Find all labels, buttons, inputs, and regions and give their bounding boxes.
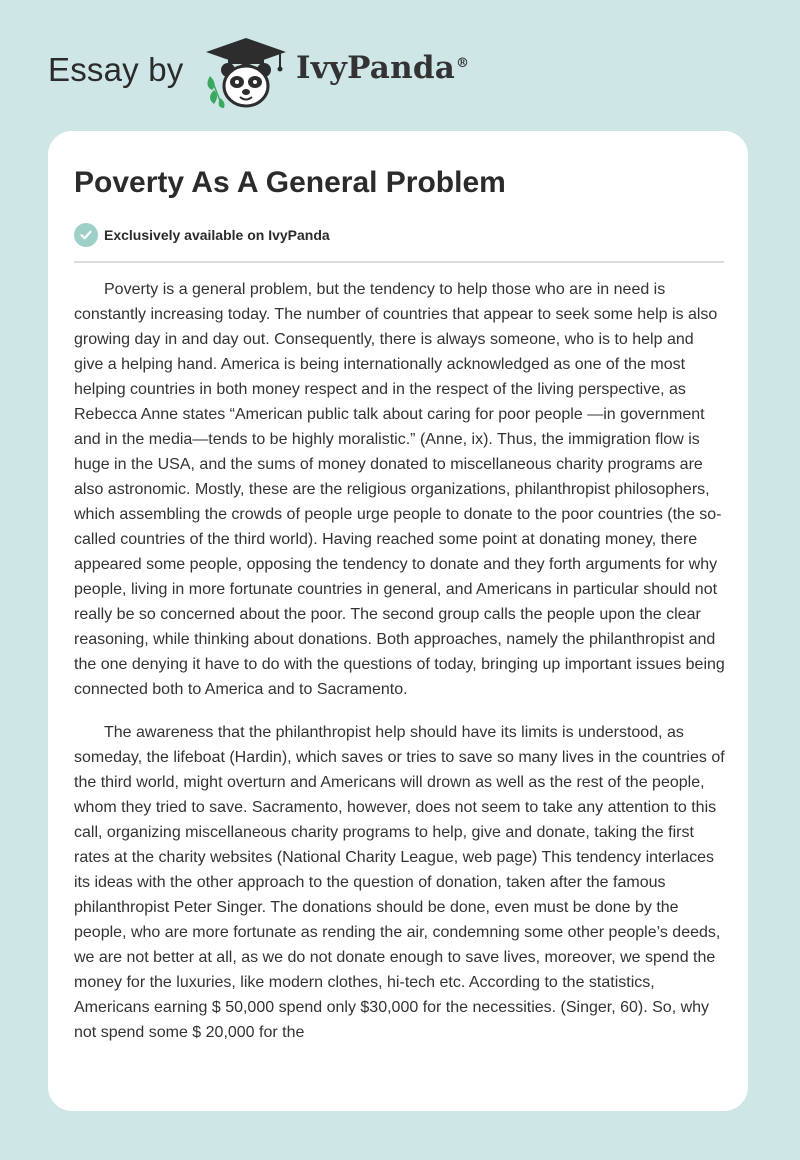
brand-name-text: IvyPanda xyxy=(296,50,455,86)
essay-paragraph: Poverty is a general problem, but the tendency to help those who are in need is constantly increasing today. The number of countries that appear to seek some help is also growing day in and day out. Consequently, there is always someone, who is to help and give a helping hand. America is being internationally acknowledged as one of the most helping countries in both money respect and in the respect of the living perspective, as Rebecca Anne states “American public talk about caring for poor people —in government and in the media—tends to be highly moralistic.” (Anne, ix). Thus, the immigration flow is huge in the USA, and the sums of money donated to miscellaneous charity programs are also astronomic. Mostly, these are the religious organizations, philanthropist philosophers, which assembling the crowds of people urge people to donate to the poor countries (the so-called countries of the third world). Having reached some point at donating money, there appeared some people, opposing the tendency to donate and they forth arguments for why people, living in more fortunate countries in general, and Americans in particular should not really be so concerned about the poor. The second group calls the people upon the clear reasoning, while thinking about donations. Both approaches, namely the philanthropist and the one denying it have to do with the questions of today, bringing up important issues being connected both to America and to Sacramento. xyxy=(74,281,725,698)
registered-mark: ® xyxy=(456,55,470,71)
panda-graduate-icon[interactable] xyxy=(200,36,292,110)
exclusive-badge-text: Exclusively available on IvyPanda xyxy=(104,227,330,243)
page-title: Poverty As A General Problem xyxy=(74,166,506,199)
exclusive-badge xyxy=(74,222,330,248)
essay-paragraph: The awareness that the philanthropist help should have its limits is understood, as someday, the lifeboat (Hardin), which saves or tries to save so many lives in the countries of the third world, might overturn and Americans will drown as well as the rest of the people, whom they tried to save. Sacramento, however, does not seem to take any attention to this call, organizing miscellaneous charity programs to help, give and donate, taking the first rates at the charity websites (National Charity League, web page) This tendency interlaces its ideas with the other approach to the question of donation, taken after the famous philanthropist Peter Singer. The donations should be done, even must be done by the people, who are more fortunate as rending the air, condemning some other people’s deeds, we are not better at all, as we do not donate enough to save lives, moreover, we spend the money for the luxuries, like modern clothes, hi-tech etc. According to the statistics, Americans earning $ 50,000 spend only $30,000 for the necessities. (Singer, 60). So, why not spend some $ 20,000 for the xyxy=(74,724,725,1041)
check-circle-icon xyxy=(74,223,98,247)
essay-by-label: Essay by xyxy=(48,51,184,88)
divider xyxy=(74,261,724,263)
ivypanda-wordmark[interactable] xyxy=(296,50,469,86)
essay-card xyxy=(48,131,748,1111)
essay-body xyxy=(74,277,726,1063)
site-header xyxy=(0,0,800,120)
